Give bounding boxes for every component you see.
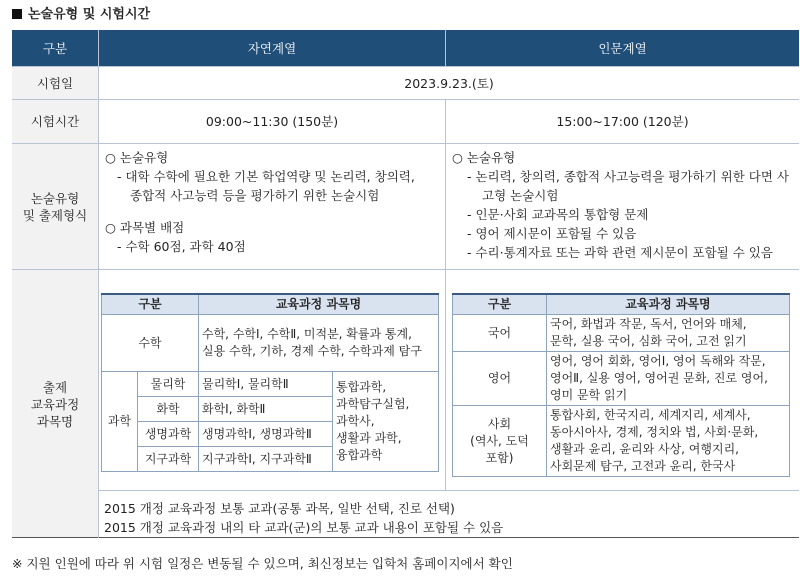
english-category: 영어 bbox=[453, 352, 547, 406]
math-category: 수학 bbox=[102, 315, 199, 372]
header-category: 구분 bbox=[12, 30, 98, 66]
exam-time-humanities: 15:00~17:00 (120분) bbox=[556, 114, 689, 129]
type-label: 논술유형 및 출제형식 bbox=[12, 144, 98, 269]
natural-score-line: - 수학 60점, 과학 40점 bbox=[117, 239, 246, 254]
humanities-curriculum-table bbox=[452, 293, 790, 477]
earth-science-category: 지구과학 bbox=[138, 447, 199, 472]
footnote: ※ 지원 인원에 따라 위 시험 일정은 변동될 수 있으며, 최신정보는 입학처 홈페이지에서 확인 bbox=[12, 556, 513, 571]
social-category: 사회 (역사, 도덕 포함) bbox=[453, 406, 547, 477]
chemistry-subjects: 화학Ⅰ, 화학Ⅱ bbox=[199, 397, 333, 422]
math-subjects: 수학, 수학Ⅰ, 수학Ⅱ, 미적분, 확률과 통계, 실용 수학, 기하, 경제 수학, 수학과제 탐구 bbox=[199, 315, 439, 372]
common-science-subjects: 통합과학, 과학탐구실험, 과학사, 생활과 과학, 융합과학 bbox=[333, 372, 439, 472]
natural-type-heading: ○ 논술유형 bbox=[105, 150, 169, 165]
humanities-type-line: - 수리·통계자료 또는 과학 관련 제시문이 포함될 수 있음 bbox=[467, 245, 773, 260]
exam-date-label: 시험일 bbox=[12, 67, 98, 99]
exam-time-label: 시험시간 bbox=[12, 100, 98, 143]
exam-time-natural: 09:00~11:30 (150분) bbox=[205, 114, 339, 129]
biology-subjects: 생명과학Ⅰ, 생명과학Ⅱ bbox=[199, 422, 333, 447]
section-title: 논술유형 및 시험시간 bbox=[12, 3, 150, 22]
humanities-type-line: - 인문·사회 교과목의 통합형 문제 bbox=[467, 207, 649, 222]
curriculum-label: 출제 교육과정 과목명 bbox=[12, 270, 98, 538]
korean-subjects: 국어, 화법과 작문, 독서, 언어와 매체, 문학, 실용 국어, 심화 국어, 고전 읽기 bbox=[547, 315, 790, 352]
natural-type-line: - 대학 수학에 필요한 기본 학업역량 및 논리력, 창의력, bbox=[117, 169, 415, 184]
natural-th-subjects: 교육과정 과목명 bbox=[199, 294, 439, 315]
english-subjects: 영어, 영어 회화, 영어Ⅰ, 영어 독해와 작문, 영어Ⅱ, 실용 영어, 영어권 문화, 진로 영어, 영미 문학 읽기 bbox=[547, 352, 790, 406]
curriculum-note-line: 2015 개정 교육과정 내의 타 교과(군)의 보통 교과 내용이 포함될 수 있음 bbox=[104, 520, 504, 535]
humanities-type-line: - 논리력, 창의력, 종합적 사고능력을 평가하기 위한 다면 사 bbox=[467, 169, 789, 184]
korean-category: 국어 bbox=[453, 315, 547, 352]
physics-category: 물리학 bbox=[138, 372, 199, 397]
exam-date-value: 2023.9.23.(토) bbox=[404, 75, 494, 91]
earth-science-subjects: 지구과학Ⅰ, 지구과학Ⅱ bbox=[199, 447, 333, 472]
header-natural: 자연계열 bbox=[99, 30, 445, 66]
curriculum-note-line: 2015 개정 교육과정 보통 교과(공통 과목, 일반 선택, 진로 선택) bbox=[104, 501, 455, 516]
biology-category: 생명과학 bbox=[138, 422, 199, 447]
humanities-type-line: 고형 논술시험 bbox=[482, 188, 559, 203]
natural-curriculum-table bbox=[101, 293, 439, 472]
square-bullet-icon bbox=[12, 9, 22, 19]
humanities-type-line: - 영어 제시문이 포함될 수 있음 bbox=[467, 226, 637, 241]
humanities-th-category: 구분 bbox=[453, 294, 547, 315]
natural-type-line: 종합적 사고능력 등을 평가하기 위한 논술시험 bbox=[130, 188, 380, 203]
social-subjects: 통합사회, 한국지리, 세계지리, 세계사, 동아시아사, 경제, 정치와 법, 사회·문화, 생활과 윤리, 윤리와 사상, 여행지리, 사회문제 탐구, 고전과 윤리, 한국사 bbox=[547, 406, 790, 477]
humanities-type-heading: ○ 논술유형 bbox=[452, 150, 516, 165]
natural-score-heading: ○ 과목별 배점 bbox=[105, 220, 185, 235]
humanities-th-subjects: 교육과정 과목명 bbox=[547, 294, 790, 315]
natural-th-category: 구분 bbox=[102, 294, 199, 315]
science-category: 과학 bbox=[102, 372, 138, 472]
header-humanities: 인문계열 bbox=[446, 30, 799, 66]
physics-subjects: 물리학Ⅰ, 물리학Ⅱ bbox=[199, 372, 333, 397]
chemistry-category: 화학 bbox=[138, 397, 199, 422]
